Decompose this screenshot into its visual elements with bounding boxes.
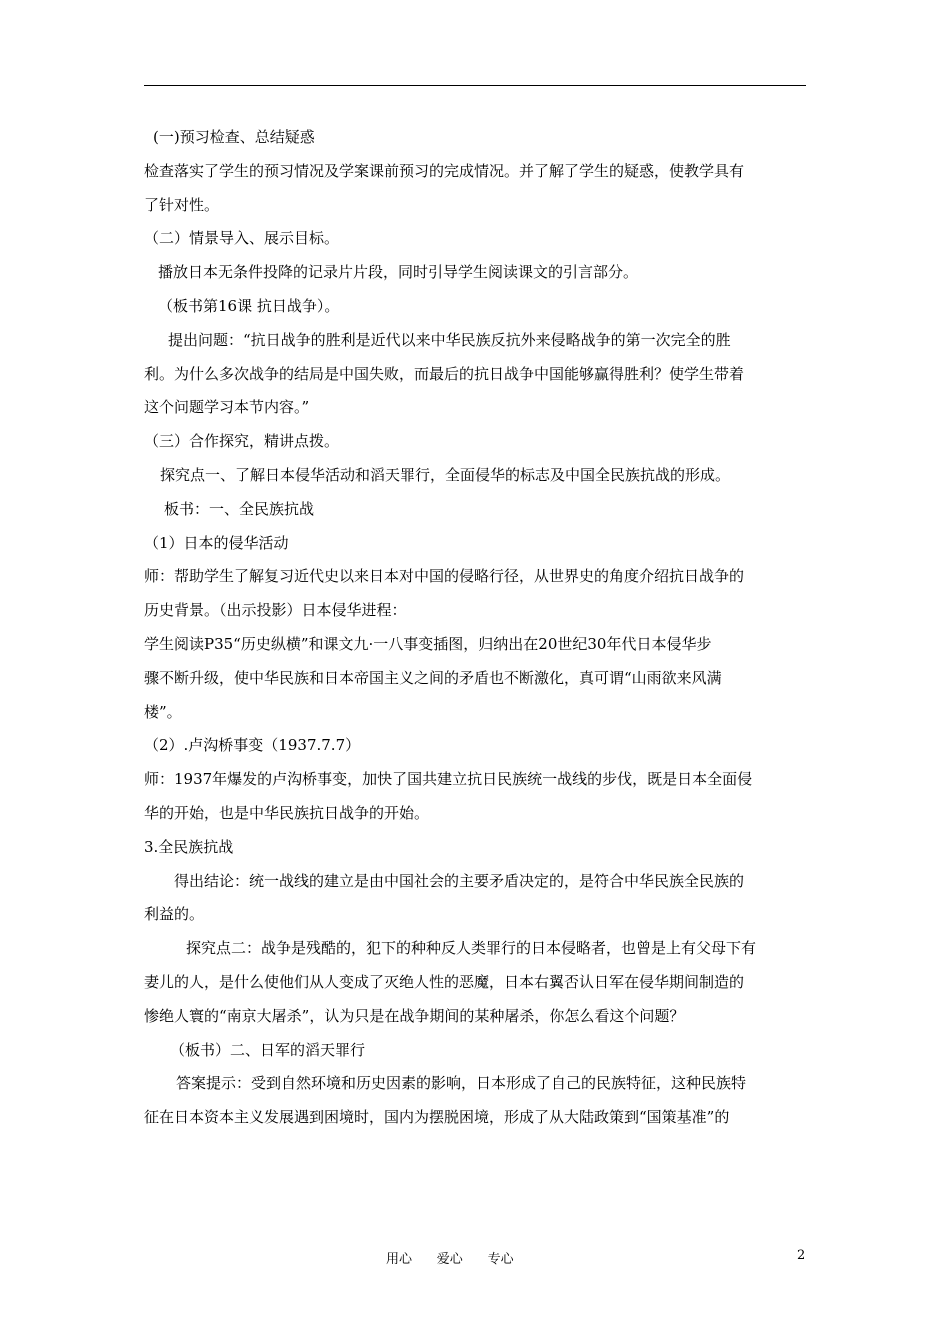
text-line: （二）情景导入、展示目标。 bbox=[144, 229, 340, 248]
text-line: 师：1937年爆发的卢沟桥事变，加快了国共建立抗日民族统一战线的步伐，既是日本全面侵 bbox=[144, 770, 753, 789]
text-line: 板书：一、全民族抗战 bbox=[164, 499, 315, 518]
text-line: 利。为什么多次战争的结局是中国失败，而最后的抗日战争中国能够赢得胜利？使学生带着 bbox=[144, 364, 745, 383]
page-number: 2 bbox=[797, 1248, 806, 1263]
text-line: 楼”。 bbox=[144, 702, 182, 721]
page-footer bbox=[0, 1248, 950, 1268]
text-line: 检查落实了学生的预习情况及学案课前预习的完成情况。并了解了学生的疑惑，使教学具有 bbox=[144, 161, 745, 180]
header-rule bbox=[144, 85, 806, 86]
text-line: 探究点二：战争是残酷的，犯下的种种反人类罪行的日本侵略者，也曾是上有父母下有 bbox=[186, 939, 757, 958]
text-line: 利益的。 bbox=[144, 905, 205, 924]
text-line: （板书）二、日军的滔天罪行 bbox=[170, 1040, 366, 1059]
text-line: 3.全民族抗战 bbox=[144, 837, 234, 856]
footer-motto: 用心 爱心 专心 bbox=[386, 1252, 514, 1267]
text-line: 惨绝人寰的“南京大屠杀”，认为只是在战争期间的某种屠杀，你怎么看这个问题？ bbox=[144, 1006, 685, 1025]
text-line: 答案提示：受到自然环境和历史因素的影响，日本形成了自己的民族特征，这种民族特 bbox=[176, 1074, 747, 1093]
text-line: 征在日本资本主义发展遇到困境时，国内为摆脱困境，形成了从大陆政策到“国策基准”的 bbox=[144, 1108, 730, 1127]
text-line: （三）合作探究，精讲点拨。 bbox=[144, 432, 340, 451]
text-line: 得出结论：统一战线的建立是由中国社会的主要矛盾决定的，是符合中华民族全民族的 bbox=[174, 871, 745, 890]
text-line: （1）日本的侵华活动 bbox=[144, 533, 289, 552]
text-line: 骤不断升级，使中华民族和日本帝国主义之间的矛盾也不断激化，真可谓“山雨欲来风满 bbox=[144, 668, 722, 687]
text-line: 这个问题学习本节内容。” bbox=[144, 398, 310, 417]
text-line: 提出问题：“抗日战争的胜利是近代以来中华民族反抗外来侵略战争的第一次完全的胜 bbox=[168, 330, 731, 349]
text-line: 探究点一、了解日本侵华活动和滔天罪行，全面侵华的标志及中国全民族抗战的形成。 bbox=[160, 465, 731, 484]
text-line: (一)预习检查、总结疑惑 bbox=[153, 128, 315, 146]
text-line: （板书第16课 抗日战争）。 bbox=[158, 296, 340, 315]
text-line: 播放日本无条件投降的记录片片段，同时引导学生阅读课文的引言部分。 bbox=[158, 263, 639, 282]
text-line: 华的开始，也是中华民族抗日战争的开始。 bbox=[144, 803, 430, 822]
text-line: 学生阅读P35“历史纵横”和课文九·一八事变插图，归纳出在20世纪30年代日本侵华步 bbox=[144, 634, 712, 653]
text-line: 历史背景。（出示投影）日本侵华进程： bbox=[144, 601, 407, 620]
text-line: 妻儿的人，是什么使他们从人变成了灭绝人性的恶魔，日本右翼否认日军在侵华期间制造的 bbox=[144, 972, 745, 991]
text-line: 了针对性。 bbox=[144, 195, 220, 214]
text-line: 师：帮助学生了解复习近代史以来日本对中国的侵略行径，从世界史的角度介绍抗日战争的 bbox=[144, 567, 745, 586]
text-line: （2）.卢沟桥事变（1937.7.7） bbox=[144, 736, 361, 755]
document-body bbox=[144, 121, 806, 1135]
